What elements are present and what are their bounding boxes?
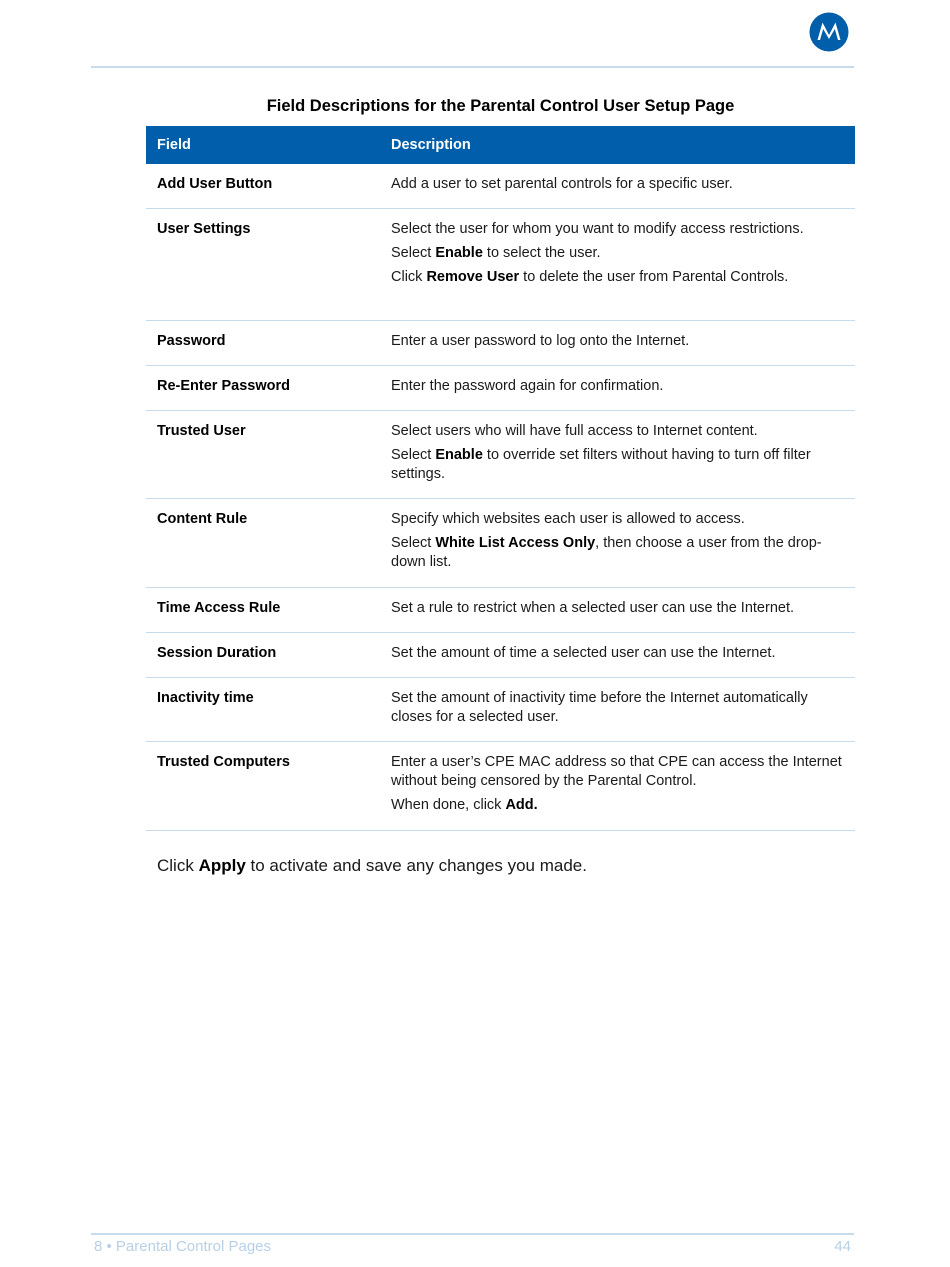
field-name-cell: Content Rule xyxy=(157,511,248,527)
description-text: to override set filters without having to turn off filter settings. xyxy=(391,447,811,482)
description-cell xyxy=(391,510,855,587)
description-text: to delete the user from Parental Controls. xyxy=(519,269,789,285)
description-cell xyxy=(391,753,855,830)
description-line xyxy=(391,244,851,263)
table-header xyxy=(146,126,855,164)
description-line xyxy=(391,599,851,618)
footer-section-label: 8 • Parental Control Pages xyxy=(94,1238,272,1255)
description-cell xyxy=(391,644,855,677)
header-rule xyxy=(91,66,854,68)
motorola-logo-icon xyxy=(809,12,849,52)
description-emphasis: Enable xyxy=(435,447,483,463)
closing-apply: Apply xyxy=(198,856,246,875)
table-row xyxy=(146,499,855,588)
description-cell xyxy=(391,599,855,632)
description-line xyxy=(391,422,851,441)
table-row xyxy=(146,742,855,831)
description-text: Select the user for whom you want to modify access restrictions. xyxy=(391,221,804,237)
table-row xyxy=(146,209,855,321)
description-line xyxy=(391,377,851,396)
description-text: Enter a user’s CPE MAC address so that CPE can access the Internet without being censored by the Parental Control. xyxy=(391,754,842,789)
table-row xyxy=(146,633,855,678)
table-title: Field Descriptions for the Parental Control User Setup Page xyxy=(266,97,735,115)
description-text: Click xyxy=(391,269,427,285)
description-line xyxy=(391,689,851,727)
table-row xyxy=(146,411,855,499)
description-emphasis: Remove User xyxy=(426,269,520,285)
description-text: When done, click xyxy=(391,797,506,813)
description-emphasis: White List Access Only xyxy=(435,535,596,551)
description-line xyxy=(391,534,851,572)
description-emphasis: Add. xyxy=(505,797,538,813)
description-line xyxy=(391,175,851,194)
description-text: Add a user to set parental controls for a specific user. xyxy=(391,176,733,192)
field-name-cell: User Settings xyxy=(157,221,251,237)
description-line xyxy=(391,446,851,484)
field-name-cell: Inactivity time xyxy=(157,690,254,706)
table-row xyxy=(146,588,855,633)
description-emphasis: Enable xyxy=(435,245,483,261)
field-descriptions-table xyxy=(146,126,855,831)
closing-prefix: Click xyxy=(157,856,199,875)
table-row xyxy=(146,366,855,411)
description-text: Select xyxy=(391,447,436,463)
table-row xyxy=(146,321,855,366)
description-text: Select users who will have full access to Internet content. xyxy=(391,423,758,439)
description-line xyxy=(391,753,851,791)
field-name-cell: Trusted Computers xyxy=(157,754,290,770)
closing-suffix: to activate and save any changes you made. xyxy=(245,856,587,875)
field-name-cell: Trusted User xyxy=(157,423,246,439)
field-name-cell: Session Duration xyxy=(157,645,277,661)
description-text: Set the amount of inactivity time before the Internet automatically closes for a selected user. xyxy=(391,690,808,725)
column-header-description: Description xyxy=(391,137,471,153)
description-text: , then choose a user from the drop-down list. xyxy=(391,535,822,570)
description-line xyxy=(391,332,851,351)
description-text: Set a rule to restrict when a selected user can use the Internet. xyxy=(391,600,794,616)
description-text: Enter the password again for confirmation. xyxy=(391,378,664,394)
table-body xyxy=(146,164,855,831)
description-cell xyxy=(391,377,855,410)
field-name-cell: Add User Button xyxy=(157,176,273,192)
description-text: Select xyxy=(391,245,436,261)
field-name-cell: Re-Enter Password xyxy=(157,378,290,394)
description-line xyxy=(391,220,851,239)
field-name-cell: Password xyxy=(157,333,226,349)
field-name-cell: Time Access Rule xyxy=(157,600,281,616)
description-cell xyxy=(391,175,855,208)
column-header-field: Field xyxy=(157,137,191,153)
description-text: to select the user. xyxy=(482,245,601,261)
description-text: Set the amount of time a selected user can use the Internet. xyxy=(391,645,776,661)
description-line xyxy=(391,268,851,287)
description-text: Specify which websites each user is allowed to access. xyxy=(391,511,745,527)
closing-instruction xyxy=(157,856,587,876)
description-line xyxy=(391,644,851,663)
description-cell xyxy=(391,422,855,498)
description-cell xyxy=(391,220,855,320)
page-number: 44 xyxy=(834,1238,851,1255)
description-cell xyxy=(391,689,855,741)
table-row xyxy=(146,678,855,742)
description-cell xyxy=(391,332,855,365)
description-line xyxy=(391,510,851,529)
footer-rule xyxy=(91,1233,854,1235)
description-line xyxy=(391,796,851,815)
table-row xyxy=(146,164,855,209)
description-text: Enter a user password to log onto the Internet. xyxy=(391,333,690,349)
description-text: Select xyxy=(391,535,436,551)
